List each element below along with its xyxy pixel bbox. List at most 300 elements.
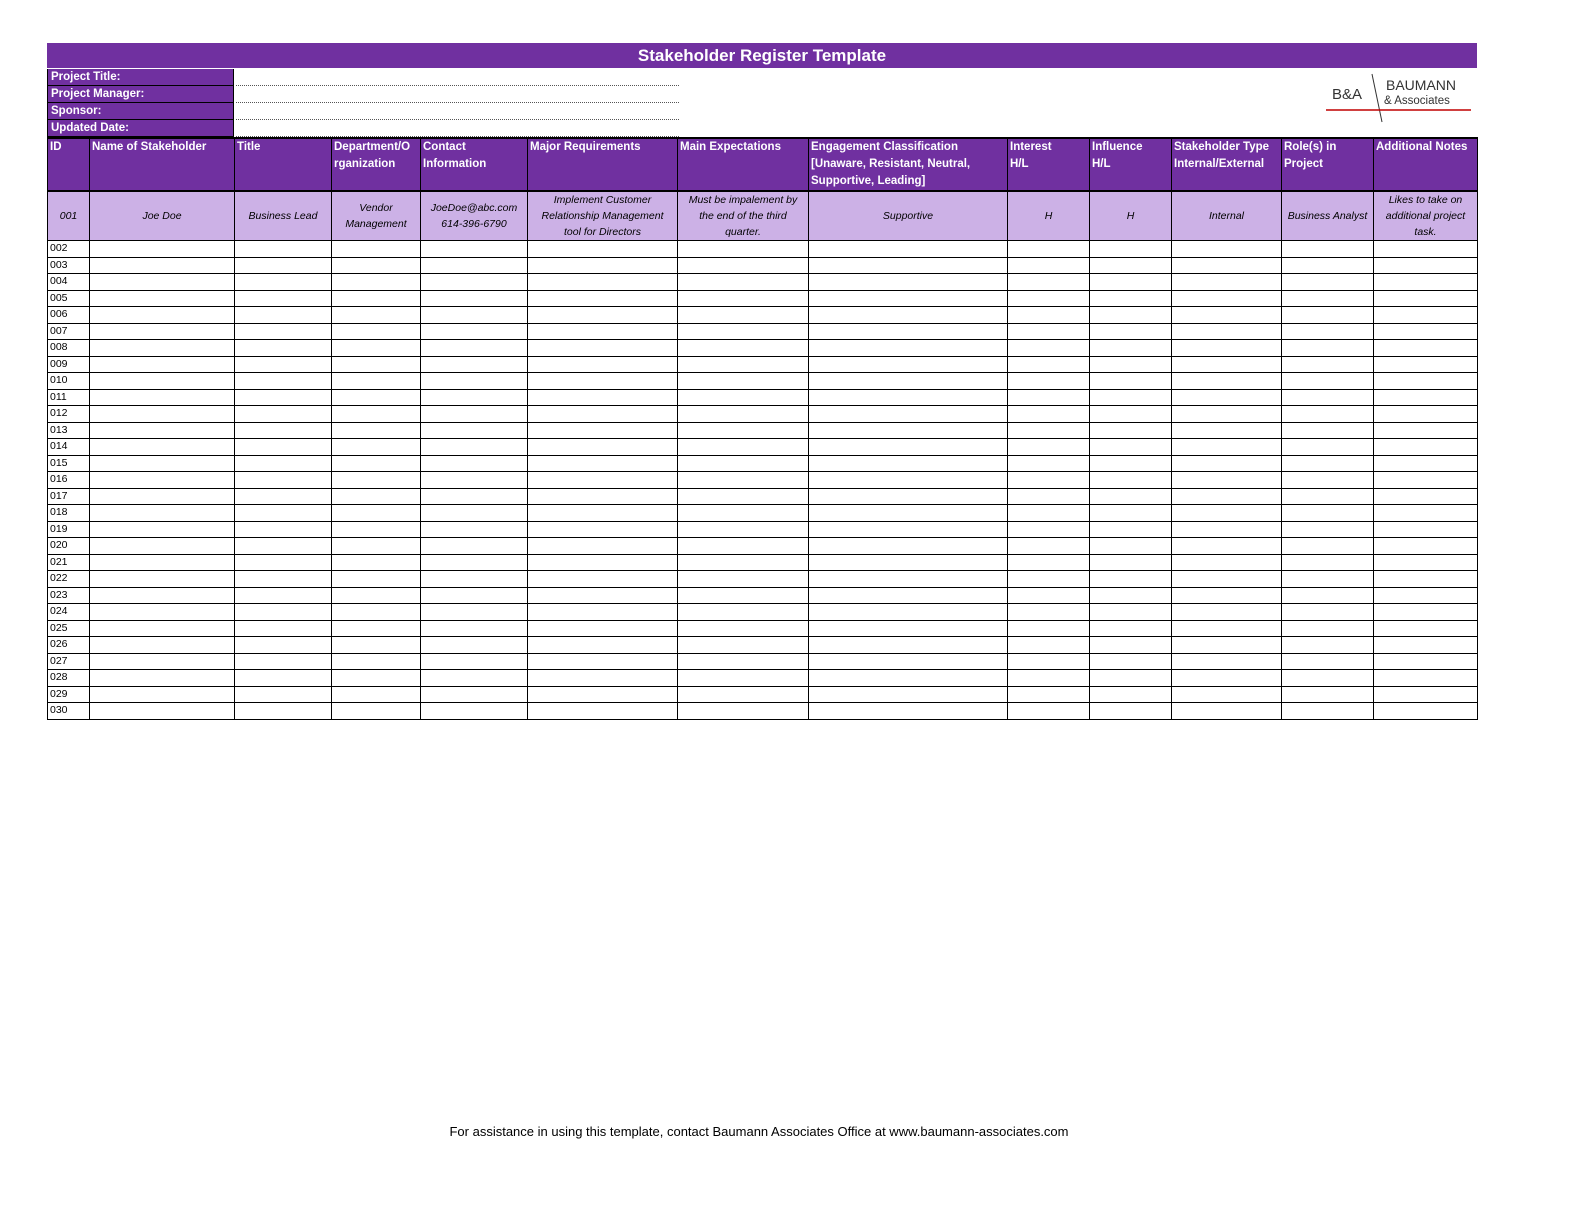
cell-influence[interactable]	[1090, 653, 1172, 670]
cell-major-requirements[interactable]	[528, 505, 678, 522]
cell-name-of-stakeholder[interactable]	[90, 620, 235, 637]
cell-major-requirements[interactable]	[528, 554, 678, 571]
cell-contact-information[interactable]	[421, 356, 528, 373]
cell-stakeholder-type[interactable]	[1172, 488, 1282, 505]
cell-department-organization[interactable]	[332, 472, 421, 489]
cell-roles-in-project[interactable]	[1282, 389, 1374, 406]
cell-roles-in-project[interactable]	[1282, 637, 1374, 654]
cell-contact-information[interactable]	[421, 290, 528, 307]
cell-name-of-stakeholder[interactable]	[90, 274, 235, 291]
cell-main-expectations[interactable]	[678, 389, 809, 406]
cell-major-requirements[interactable]	[528, 538, 678, 555]
cell-additional-notes[interactable]	[1374, 257, 1478, 274]
cell-additional-notes[interactable]	[1374, 274, 1478, 291]
cell-engagement-classification[interactable]	[809, 290, 1008, 307]
cell-main-expectations[interactable]	[678, 472, 809, 489]
cell-roles-in-project[interactable]	[1282, 241, 1374, 258]
cell-influence[interactable]	[1090, 686, 1172, 703]
cell-stakeholder-type[interactable]	[1172, 703, 1282, 720]
cell-additional-notes[interactable]	[1374, 488, 1478, 505]
cell-interest[interactable]	[1008, 455, 1090, 472]
cell-major-requirements[interactable]	[528, 406, 678, 423]
cell-additional-notes[interactable]	[1374, 373, 1478, 390]
cell-main-expectations[interactable]	[678, 290, 809, 307]
cell-major-requirements[interactable]	[528, 257, 678, 274]
cell-interest[interactable]	[1008, 389, 1090, 406]
cell-influence[interactable]	[1090, 422, 1172, 439]
project-title-field[interactable]	[236, 85, 679, 86]
cell-interest[interactable]	[1008, 604, 1090, 621]
cell-title[interactable]	[235, 406, 332, 423]
cell-additional-notes[interactable]	[1374, 703, 1478, 720]
example-cell-contact-information[interactable]	[421, 191, 528, 241]
cell-major-requirements[interactable]	[528, 439, 678, 456]
cell-name-of-stakeholder[interactable]	[90, 703, 235, 720]
cell-interest[interactable]	[1008, 686, 1090, 703]
cell-name-of-stakeholder[interactable]	[90, 257, 235, 274]
cell-roles-in-project[interactable]	[1282, 670, 1374, 687]
cell-interest[interactable]	[1008, 290, 1090, 307]
cell-main-expectations[interactable]	[678, 521, 809, 538]
cell-major-requirements[interactable]	[528, 653, 678, 670]
cell-department-organization[interactable]	[332, 620, 421, 637]
cell-main-expectations[interactable]	[678, 356, 809, 373]
cell-engagement-classification[interactable]	[809, 637, 1008, 654]
cell-roles-in-project[interactable]	[1282, 571, 1374, 588]
cell-engagement-classification[interactable]	[809, 571, 1008, 588]
row-id-cell[interactable]: 026	[48, 637, 90, 654]
cell-contact-information[interactable]	[421, 274, 528, 291]
cell-main-expectations[interactable]	[678, 670, 809, 687]
cell-roles-in-project[interactable]	[1282, 356, 1374, 373]
cell-interest[interactable]	[1008, 323, 1090, 340]
cell-influence[interactable]	[1090, 439, 1172, 456]
cell-contact-information[interactable]	[421, 521, 528, 538]
cell-department-organization[interactable]	[332, 389, 421, 406]
cell-additional-notes[interactable]	[1374, 356, 1478, 373]
cell-influence[interactable]	[1090, 389, 1172, 406]
cell-department-organization[interactable]	[332, 274, 421, 291]
cell-major-requirements[interactable]	[528, 472, 678, 489]
cell-contact-information[interactable]	[421, 604, 528, 621]
cell-influence[interactable]	[1090, 703, 1172, 720]
example-cell-influence[interactable]	[1090, 191, 1172, 241]
cell-stakeholder-type[interactable]	[1172, 554, 1282, 571]
cell-roles-in-project[interactable]	[1282, 406, 1374, 423]
cell-interest[interactable]	[1008, 554, 1090, 571]
cell-influence[interactable]	[1090, 274, 1172, 291]
cell-contact-information[interactable]	[421, 373, 528, 390]
cell-roles-in-project[interactable]	[1282, 620, 1374, 637]
cell-department-organization[interactable]	[332, 670, 421, 687]
cell-major-requirements[interactable]	[528, 290, 678, 307]
cell-department-organization[interactable]	[332, 554, 421, 571]
cell-title[interactable]	[235, 340, 332, 357]
cell-interest[interactable]	[1008, 274, 1090, 291]
cell-title[interactable]	[235, 505, 332, 522]
row-id-cell[interactable]: 005	[48, 290, 90, 307]
row-id-cell[interactable]: 004	[48, 274, 90, 291]
cell-stakeholder-type[interactable]	[1172, 521, 1282, 538]
cell-contact-information[interactable]	[421, 538, 528, 555]
cell-department-organization[interactable]	[332, 340, 421, 357]
cell-department-organization[interactable]	[332, 241, 421, 258]
cell-main-expectations[interactable]	[678, 505, 809, 522]
cell-department-organization[interactable]	[332, 290, 421, 307]
cell-contact-information[interactable]	[421, 554, 528, 571]
row-id-cell[interactable]: 002	[48, 241, 90, 258]
cell-influence[interactable]	[1090, 637, 1172, 654]
cell-roles-in-project[interactable]	[1282, 323, 1374, 340]
cell-contact-information[interactable]	[421, 307, 528, 324]
cell-name-of-stakeholder[interactable]	[90, 505, 235, 522]
cell-additional-notes[interactable]	[1374, 323, 1478, 340]
cell-contact-information[interactable]	[421, 620, 528, 637]
row-id-cell[interactable]: 023	[48, 587, 90, 604]
cell-engagement-classification[interactable]	[809, 620, 1008, 637]
cell-contact-information[interactable]	[421, 455, 528, 472]
row-id-cell[interactable]: 029	[48, 686, 90, 703]
cell-interest[interactable]	[1008, 340, 1090, 357]
example-cell-stakeholder-type[interactable]	[1172, 191, 1282, 241]
row-id-cell[interactable]: 013	[48, 422, 90, 439]
cell-influence[interactable]	[1090, 323, 1172, 340]
example-cell-department-organization[interactable]	[332, 191, 421, 241]
cell-name-of-stakeholder[interactable]	[90, 389, 235, 406]
cell-department-organization[interactable]	[332, 521, 421, 538]
cell-interest[interactable]	[1008, 488, 1090, 505]
cell-interest[interactable]	[1008, 620, 1090, 637]
row-id-cell[interactable]: 025	[48, 620, 90, 637]
cell-name-of-stakeholder[interactable]	[90, 653, 235, 670]
cell-engagement-classification[interactable]	[809, 373, 1008, 390]
cell-engagement-classification[interactable]	[809, 274, 1008, 291]
cell-title[interactable]	[235, 257, 332, 274]
cell-title[interactable]	[235, 373, 332, 390]
cell-additional-notes[interactable]	[1374, 637, 1478, 654]
cell-title[interactable]	[235, 620, 332, 637]
cell-interest[interactable]	[1008, 241, 1090, 258]
cell-name-of-stakeholder[interactable]	[90, 455, 235, 472]
cell-department-organization[interactable]	[332, 356, 421, 373]
cell-stakeholder-type[interactable]	[1172, 356, 1282, 373]
row-id-cell[interactable]: 014	[48, 439, 90, 456]
cell-title[interactable]	[235, 472, 332, 489]
cell-roles-in-project[interactable]	[1282, 703, 1374, 720]
cell-interest[interactable]	[1008, 637, 1090, 654]
cell-stakeholder-type[interactable]	[1172, 406, 1282, 423]
cell-additional-notes[interactable]	[1374, 554, 1478, 571]
cell-name-of-stakeholder[interactable]	[90, 307, 235, 324]
row-id-cell[interactable]: 008	[48, 340, 90, 357]
cell-influence[interactable]	[1090, 356, 1172, 373]
cell-interest[interactable]	[1008, 538, 1090, 555]
cell-additional-notes[interactable]	[1374, 290, 1478, 307]
cell-interest[interactable]	[1008, 356, 1090, 373]
cell-department-organization[interactable]	[332, 505, 421, 522]
cell-main-expectations[interactable]	[678, 340, 809, 357]
cell-main-expectations[interactable]	[678, 587, 809, 604]
cell-main-expectations[interactable]	[678, 406, 809, 423]
cell-contact-information[interactable]	[421, 571, 528, 588]
cell-major-requirements[interactable]	[528, 637, 678, 654]
cell-department-organization[interactable]	[332, 307, 421, 324]
cell-main-expectations[interactable]	[678, 653, 809, 670]
cell-name-of-stakeholder[interactable]	[90, 521, 235, 538]
cell-interest[interactable]	[1008, 587, 1090, 604]
cell-title[interactable]	[235, 241, 332, 258]
row-id-cell[interactable]: 030	[48, 703, 90, 720]
cell-influence[interactable]	[1090, 455, 1172, 472]
cell-title[interactable]	[235, 389, 332, 406]
cell-department-organization[interactable]	[332, 637, 421, 654]
cell-main-expectations[interactable]	[678, 620, 809, 637]
cell-engagement-classification[interactable]	[809, 488, 1008, 505]
cell-main-expectations[interactable]	[678, 307, 809, 324]
cell-stakeholder-type[interactable]	[1172, 505, 1282, 522]
cell-additional-notes[interactable]	[1374, 340, 1478, 357]
cell-major-requirements[interactable]	[528, 670, 678, 687]
cell-additional-notes[interactable]	[1374, 571, 1478, 588]
cell-additional-notes[interactable]	[1374, 241, 1478, 258]
cell-title[interactable]	[235, 703, 332, 720]
cell-stakeholder-type[interactable]	[1172, 571, 1282, 588]
row-id-cell[interactable]: 021	[48, 554, 90, 571]
cell-major-requirements[interactable]	[528, 703, 678, 720]
cell-additional-notes[interactable]	[1374, 505, 1478, 522]
cell-name-of-stakeholder[interactable]	[90, 406, 235, 423]
cell-engagement-classification[interactable]	[809, 670, 1008, 687]
cell-additional-notes[interactable]	[1374, 521, 1478, 538]
cell-influence[interactable]	[1090, 620, 1172, 637]
cell-stakeholder-type[interactable]	[1172, 653, 1282, 670]
cell-department-organization[interactable]	[332, 653, 421, 670]
cell-contact-information[interactable]	[421, 653, 528, 670]
cell-name-of-stakeholder[interactable]	[90, 670, 235, 687]
cell-title[interactable]	[235, 356, 332, 373]
cell-roles-in-project[interactable]	[1282, 604, 1374, 621]
cell-contact-information[interactable]	[421, 323, 528, 340]
cell-major-requirements[interactable]	[528, 686, 678, 703]
cell-major-requirements[interactable]	[528, 571, 678, 588]
cell-name-of-stakeholder[interactable]	[90, 241, 235, 258]
cell-influence[interactable]	[1090, 554, 1172, 571]
cell-name-of-stakeholder[interactable]	[90, 373, 235, 390]
row-id-cell[interactable]: 018	[48, 505, 90, 522]
cell-major-requirements[interactable]	[528, 389, 678, 406]
cell-stakeholder-type[interactable]	[1172, 472, 1282, 489]
cell-roles-in-project[interactable]	[1282, 686, 1374, 703]
row-id-cell[interactable]: 028	[48, 670, 90, 687]
cell-interest[interactable]	[1008, 307, 1090, 324]
cell-engagement-classification[interactable]	[809, 472, 1008, 489]
cell-main-expectations[interactable]	[678, 274, 809, 291]
cell-roles-in-project[interactable]	[1282, 439, 1374, 456]
cell-engagement-classification[interactable]	[809, 422, 1008, 439]
cell-contact-information[interactable]	[421, 686, 528, 703]
cell-department-organization[interactable]	[332, 488, 421, 505]
cell-engagement-classification[interactable]	[809, 439, 1008, 456]
cell-major-requirements[interactable]	[528, 422, 678, 439]
cell-additional-notes[interactable]	[1374, 620, 1478, 637]
cell-influence[interactable]	[1090, 488, 1172, 505]
cell-roles-in-project[interactable]	[1282, 587, 1374, 604]
example-cell-engagement-classification[interactable]	[809, 191, 1008, 241]
cell-major-requirements[interactable]	[528, 604, 678, 621]
project-manager-field[interactable]	[236, 102, 679, 103]
cell-interest[interactable]	[1008, 505, 1090, 522]
cell-interest[interactable]	[1008, 422, 1090, 439]
example-cell-roles-in-project[interactable]	[1282, 191, 1374, 241]
cell-roles-in-project[interactable]	[1282, 373, 1374, 390]
cell-title[interactable]	[235, 554, 332, 571]
cell-additional-notes[interactable]	[1374, 604, 1478, 621]
cell-contact-information[interactable]	[421, 505, 528, 522]
cell-stakeholder-type[interactable]	[1172, 455, 1282, 472]
cell-title[interactable]	[235, 571, 332, 588]
cell-stakeholder-type[interactable]	[1172, 389, 1282, 406]
cell-interest[interactable]	[1008, 472, 1090, 489]
cell-name-of-stakeholder[interactable]	[90, 538, 235, 555]
cell-stakeholder-type[interactable]	[1172, 257, 1282, 274]
cell-stakeholder-type[interactable]	[1172, 637, 1282, 654]
cell-roles-in-project[interactable]	[1282, 257, 1374, 274]
cell-name-of-stakeholder[interactable]	[90, 439, 235, 456]
cell-interest[interactable]	[1008, 257, 1090, 274]
cell-contact-information[interactable]	[421, 241, 528, 258]
cell-roles-in-project[interactable]	[1282, 472, 1374, 489]
cell-main-expectations[interactable]	[678, 571, 809, 588]
cell-major-requirements[interactable]	[528, 620, 678, 637]
cell-interest[interactable]	[1008, 373, 1090, 390]
cell-additional-notes[interactable]	[1374, 538, 1478, 555]
cell-stakeholder-type[interactable]	[1172, 670, 1282, 687]
cell-department-organization[interactable]	[332, 323, 421, 340]
cell-roles-in-project[interactable]	[1282, 422, 1374, 439]
cell-engagement-classification[interactable]	[809, 389, 1008, 406]
cell-contact-information[interactable]	[421, 472, 528, 489]
cell-name-of-stakeholder[interactable]	[90, 604, 235, 621]
cell-additional-notes[interactable]	[1374, 472, 1478, 489]
example-cell-major-requirements[interactable]	[528, 191, 678, 241]
cell-additional-notes[interactable]	[1374, 686, 1478, 703]
cell-additional-notes[interactable]	[1374, 439, 1478, 456]
cell-roles-in-project[interactable]	[1282, 505, 1374, 522]
row-id-cell[interactable]: 015	[48, 455, 90, 472]
cell-department-organization[interactable]	[332, 439, 421, 456]
cell-additional-notes[interactable]	[1374, 587, 1478, 604]
cell-stakeholder-type[interactable]	[1172, 587, 1282, 604]
cell-interest[interactable]	[1008, 670, 1090, 687]
row-id-cell[interactable]: 007	[48, 323, 90, 340]
cell-influence[interactable]	[1090, 670, 1172, 687]
cell-title[interactable]	[235, 274, 332, 291]
cell-engagement-classification[interactable]	[809, 521, 1008, 538]
cell-roles-in-project[interactable]	[1282, 455, 1374, 472]
cell-title[interactable]	[235, 488, 332, 505]
example-cell-id[interactable]	[48, 191, 90, 241]
cell-influence[interactable]	[1090, 290, 1172, 307]
cell-engagement-classification[interactable]	[809, 307, 1008, 324]
cell-department-organization[interactable]	[332, 571, 421, 588]
cell-stakeholder-type[interactable]	[1172, 241, 1282, 258]
cell-stakeholder-type[interactable]	[1172, 686, 1282, 703]
cell-title[interactable]	[235, 670, 332, 687]
row-id-cell[interactable]: 006	[48, 307, 90, 324]
example-cell-main-expectations[interactable]	[678, 191, 809, 241]
cell-name-of-stakeholder[interactable]	[90, 422, 235, 439]
cell-additional-notes[interactable]	[1374, 307, 1478, 324]
row-id-cell[interactable]: 024	[48, 604, 90, 621]
cell-influence[interactable]	[1090, 257, 1172, 274]
cell-roles-in-project[interactable]	[1282, 554, 1374, 571]
cell-influence[interactable]	[1090, 538, 1172, 555]
row-id-cell[interactable]: 022	[48, 571, 90, 588]
cell-interest[interactable]	[1008, 439, 1090, 456]
cell-title[interactable]	[235, 422, 332, 439]
row-id-cell[interactable]: 020	[48, 538, 90, 555]
sponsor-field[interactable]	[236, 119, 679, 120]
cell-stakeholder-type[interactable]	[1172, 439, 1282, 456]
example-cell-name-of-stakeholder[interactable]	[90, 191, 235, 241]
cell-interest[interactable]	[1008, 571, 1090, 588]
cell-name-of-stakeholder[interactable]	[90, 290, 235, 307]
cell-stakeholder-type[interactable]	[1172, 290, 1282, 307]
cell-name-of-stakeholder[interactable]	[90, 571, 235, 588]
cell-main-expectations[interactable]	[678, 241, 809, 258]
cell-stakeholder-type[interactable]	[1172, 538, 1282, 555]
cell-roles-in-project[interactable]	[1282, 307, 1374, 324]
cell-name-of-stakeholder[interactable]	[90, 488, 235, 505]
cell-main-expectations[interactable]	[678, 488, 809, 505]
cell-influence[interactable]	[1090, 472, 1172, 489]
cell-influence[interactable]	[1090, 406, 1172, 423]
cell-roles-in-project[interactable]	[1282, 340, 1374, 357]
cell-influence[interactable]	[1090, 340, 1172, 357]
cell-interest[interactable]	[1008, 653, 1090, 670]
cell-title[interactable]	[235, 290, 332, 307]
cell-department-organization[interactable]	[332, 703, 421, 720]
cell-main-expectations[interactable]	[678, 373, 809, 390]
cell-main-expectations[interactable]	[678, 554, 809, 571]
cell-department-organization[interactable]	[332, 587, 421, 604]
example-cell-additional-notes[interactable]	[1374, 191, 1478, 241]
cell-title[interactable]	[235, 323, 332, 340]
cell-roles-in-project[interactable]	[1282, 653, 1374, 670]
row-id-cell[interactable]: 003	[48, 257, 90, 274]
cell-influence[interactable]	[1090, 505, 1172, 522]
cell-roles-in-project[interactable]	[1282, 488, 1374, 505]
cell-additional-notes[interactable]	[1374, 406, 1478, 423]
cell-title[interactable]	[235, 637, 332, 654]
cell-engagement-classification[interactable]	[809, 587, 1008, 604]
cell-engagement-classification[interactable]	[809, 241, 1008, 258]
cell-engagement-classification[interactable]	[809, 257, 1008, 274]
cell-contact-information[interactable]	[421, 340, 528, 357]
cell-engagement-classification[interactable]	[809, 406, 1008, 423]
cell-roles-in-project[interactable]	[1282, 538, 1374, 555]
cell-influence[interactable]	[1090, 521, 1172, 538]
cell-roles-in-project[interactable]	[1282, 274, 1374, 291]
cell-title[interactable]	[235, 455, 332, 472]
cell-engagement-classification[interactable]	[809, 505, 1008, 522]
cell-engagement-classification[interactable]	[809, 554, 1008, 571]
cell-main-expectations[interactable]	[678, 455, 809, 472]
cell-main-expectations[interactable]	[678, 637, 809, 654]
cell-additional-notes[interactable]	[1374, 422, 1478, 439]
cell-contact-information[interactable]	[421, 422, 528, 439]
cell-department-organization[interactable]	[332, 406, 421, 423]
